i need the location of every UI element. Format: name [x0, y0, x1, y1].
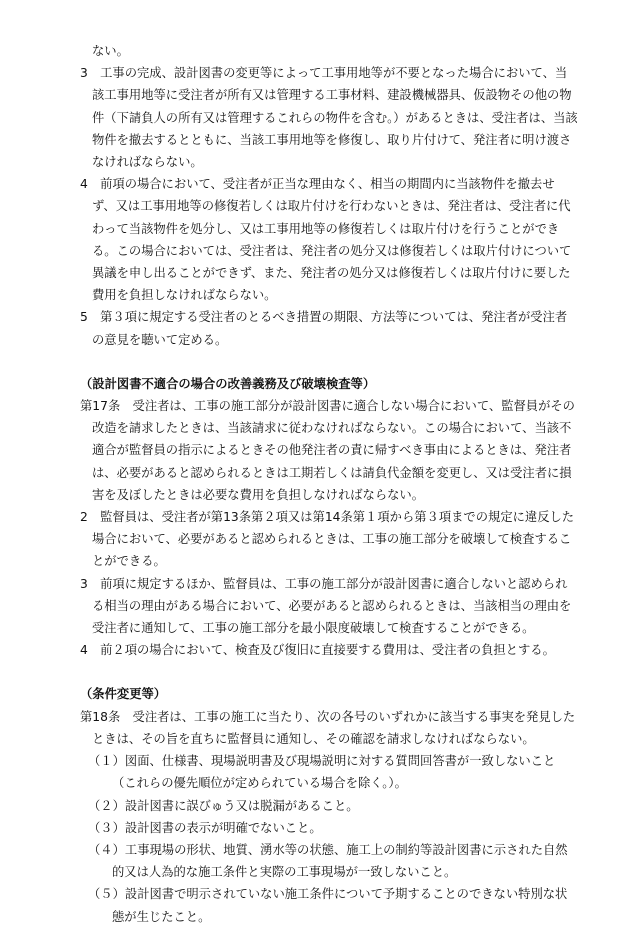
article-18-subitem-4: （４）工事現場の形状、地質、湧水等の状態、施工上の制約等設計図書に示された自然的又は人為的な施工条件と実際の工事現場が一致しないこと。: [88, 842, 568, 880]
article-17: [80, 395, 578, 661]
article-17-item-3: 3 前項に規定するほか、監督員は、工事の施工部分が設計図書に適合しないと認められる相当の理由がある場合において、必要があると認められるときは、当該相当の理由を受注者に通知して、工事の施工部分を最小限度破壊して検査することができる。: [80, 576, 572, 636]
article-16-item-5: 5 第３項に規定する受注者のとるべき措置の期限、方法等については、発注者が受注者の意見を聴いて定める。: [80, 310, 568, 347]
article-17-heading: （設計図書不適合の場合の改善義務及び破壊検査等）: [80, 376, 376, 391]
article-18-heading: （条件変更等）: [80, 687, 167, 702]
continuation-text: ない。: [92, 44, 129, 58]
article-18-body: 第18条 受注者は、工事の施工に当たり、次の各号のいずれかに該当する事実を発見したときは、その旨を直ちに監督員に通知し、その確認を請求しなければならない。: [80, 709, 576, 746]
article-18-subitem-3: （３）設計図書の表示が明確でないこと。: [88, 820, 322, 835]
article-17-body: 第17条 受注者は、工事の施工部分が設計図書に適合しない場合において、監督員がその改造を請求したときは、当該請求に従わなければならない。この場合において、当該不適合が監督員の指示によるときその他発注者の責に帰すべき事由によるときは、発注者は、必要があると認められるときは工期若しくは請負代金額を変更し、又は受注者に損害を及ぼしたときは必要な費用を負担しなければならない。: [80, 399, 575, 502]
article-16-item-3: 3 工事の完成、設計図書の変更等によって工事用地等が不要となった場合において、当該工事用地等に受注者が所有又は管理する工事材料、建設機械器具、仮設物その他の物件（下請負人の所有又は管理するこれらの物件を含む。）があるときは、受注者は、当該物件を撤去するとともに、当該工事用地等を修復し、取り片付けて、発注者に明け渡さなければならない。: [80, 66, 578, 170]
article-18-subitem-1: （１）図面、仕様書、現場説明書及び現場説明に対する質問回答書が一致しないこと（これらの優先順位が定められている場合を除く。）。: [88, 754, 556, 791]
article-18-subitems: [80, 750, 578, 928]
article-16-item-4: 4 前項の場合において、受注者が正当な理由なく、相当の期間内に当該物件を撤去せず、又は工事用地等の修復若しくは取片付けを行わないときは、発注者は、受注者に代わって当該物件を処分し、又は工事用地等の修復若しくは取片付けを行うことができる。この場合においては、受注者は、発注者の処分又は修復若しくは取片付けについて異議を申し出ることができず、また、発注者の処分又は修復若しくは取片付けに要した費用を負担しなければならない。: [80, 177, 572, 303]
article-17-item-2: 2 監督員は、受注者が第13条第２項又は第14条第１項から第３項までの規定に違反した場合において、必要があると認められるときは、工事の施工部分を破壊して検査することができる。: [80, 510, 575, 569]
article-17-item-4: 4 前２項の場合において、検査及び復旧に直接要する費用は、受注者の負担とする。: [80, 643, 555, 658]
article-18-subitem-5: （５）設計図書で明示されていない施工条件について予期することのできない特別な状態が生じたこと。: [88, 887, 568, 924]
article-18-subitem-2: （２）設計図書に誤びゅう又は脱漏があること。: [88, 798, 359, 813]
article-16-items: [80, 62, 578, 351]
article-18: [80, 706, 578, 928]
